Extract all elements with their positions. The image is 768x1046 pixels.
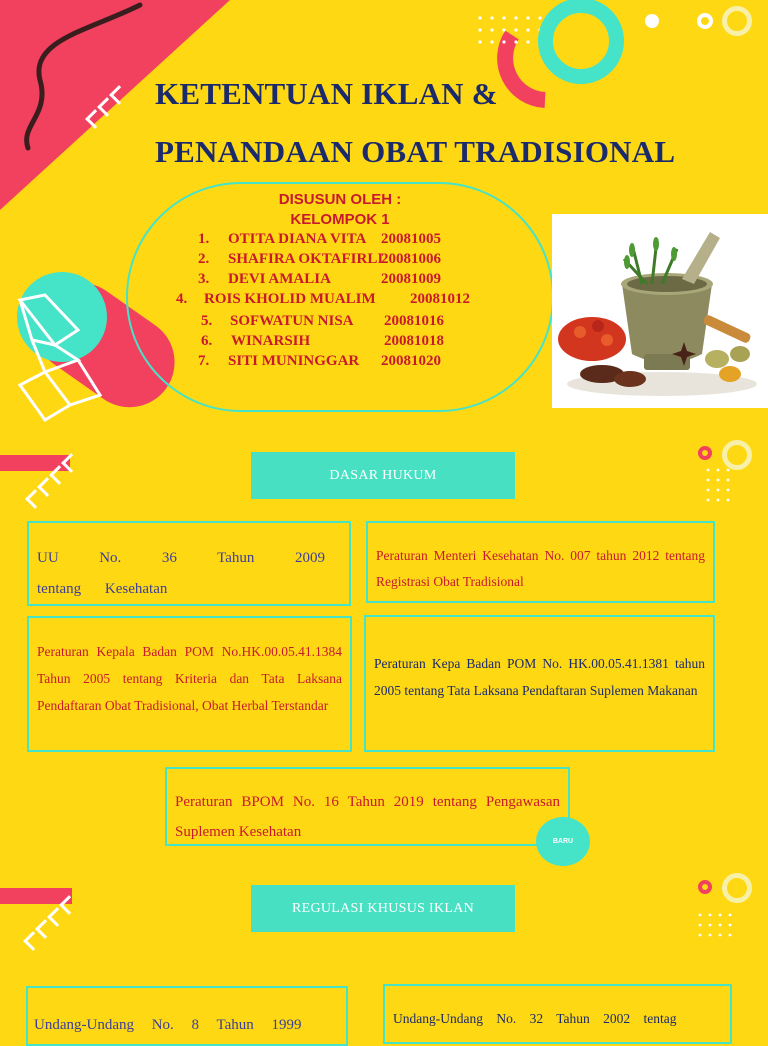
decor-dot-grid-right — [707, 469, 730, 502]
law-box-permenkes — [366, 521, 715, 603]
member-name: SOFWATUN NISA — [230, 313, 354, 329]
member-name: OTITA DIANA VITA — [228, 231, 367, 247]
section-regulasi-button[interactable]: REGULASI KHUSUS IKLAN — [251, 885, 515, 932]
member-nim: 20081009 — [381, 271, 441, 287]
member-number: 4. — [176, 291, 188, 307]
law-box-uu32 — [383, 984, 732, 1044]
member-nim: 20081020 — [381, 353, 441, 369]
page-title-line2: PENANDAAN OBAT TRADISIONAL — [155, 134, 676, 169]
member-number: 1. — [198, 231, 210, 247]
law-box-pom2005 — [27, 616, 352, 752]
member-number: 6. — [201, 333, 213, 349]
decor-squiggle — [27, 5, 140, 148]
member-nim: 20081006 — [381, 251, 441, 267]
decor-teal-ring — [538, 0, 624, 84]
member-number: 5. — [201, 313, 213, 329]
member-nim: 20081016 — [384, 313, 444, 329]
member-name: WINARSIH — [231, 333, 311, 349]
decor-pale-ring-mid — [722, 440, 752, 470]
member-number: 7. — [198, 353, 210, 369]
member-nim: 20081005 — [381, 231, 441, 247]
decor-coral-ring-bottom — [698, 880, 712, 894]
member-name: SHAFIRA OKTAFIRLI — [228, 251, 384, 267]
herbal-mortar-spices-image — [552, 214, 768, 408]
law-text-pom1381: Peraturan Kepa Badan POM No. HK.00.05.41.1381 tahun 2005 tentang Tata Laksana Pendaftaran Suplemen Makanan — [374, 656, 705, 698]
decor-pale-ring — [722, 6, 752, 36]
decor-coral-ring-small — [698, 446, 712, 460]
member-number: 3. — [198, 271, 210, 287]
new-badge: BARU — [536, 817, 590, 866]
law-box-uu8 — [26, 986, 348, 1046]
decor-white-ring — [697, 13, 713, 29]
group-name: KELOMPOK 1 — [290, 211, 390, 228]
law-text-uu32: Undang-Undang No. 32 Tahun 2002 tentag — [393, 1011, 677, 1026]
section-dasar-hukum-button[interactable]: DASAR HUKUM — [251, 452, 515, 499]
law-text-uu8: Undang-Undang No. 8 Tahun 1999 — [34, 1017, 302, 1033]
law-text-permenkes: Peraturan Menteri Kesehatan No. 007 tahun 2012 tentang Registrasi Obat Tradisional — [376, 548, 705, 589]
law-box-bpom2019 — [165, 767, 570, 846]
law-box-uu36 — [27, 521, 351, 606]
member-name: DEVI AMALIA — [228, 271, 331, 287]
member-number: 2. — [198, 251, 210, 267]
page-title-line1: KETENTUAN IKLAN & — [155, 76, 498, 111]
decor-pale-ring-bottom — [722, 873, 752, 903]
law-box-pom1381 — [364, 615, 715, 752]
member-name: ROIS KHOLID MUALIM — [204, 291, 376, 307]
member-nim: 20081018 — [384, 333, 444, 349]
authors-heading: DISUSUN OLEH : — [278, 191, 402, 208]
decor-dot-grid-bottom — [699, 914, 732, 937]
herbal-mortar-spices-icon — [552, 214, 768, 408]
law-text-pom2005: Peraturan Kepala Badan POM No.HK.00.05.41.1384 Tahun 2005 tentang Kriteria dan Tata Laksana Pendaftaran Obat Tradisional, Obat Herbal Terstandar — [37, 644, 342, 713]
member-nim: 20081012 — [410, 291, 470, 307]
law-text-bpom2019: Peraturan BPOM No. 16 Tahun 2019 tentang Pengawasan Suplemen Kesehatan — [175, 794, 560, 840]
law-text-uu36: UU No. 36 Tahun 2009 tentang Kesehatan — [37, 550, 325, 597]
member-name: SITI MUNINGGAR — [228, 353, 360, 369]
decor-white-dot — [645, 14, 659, 28]
